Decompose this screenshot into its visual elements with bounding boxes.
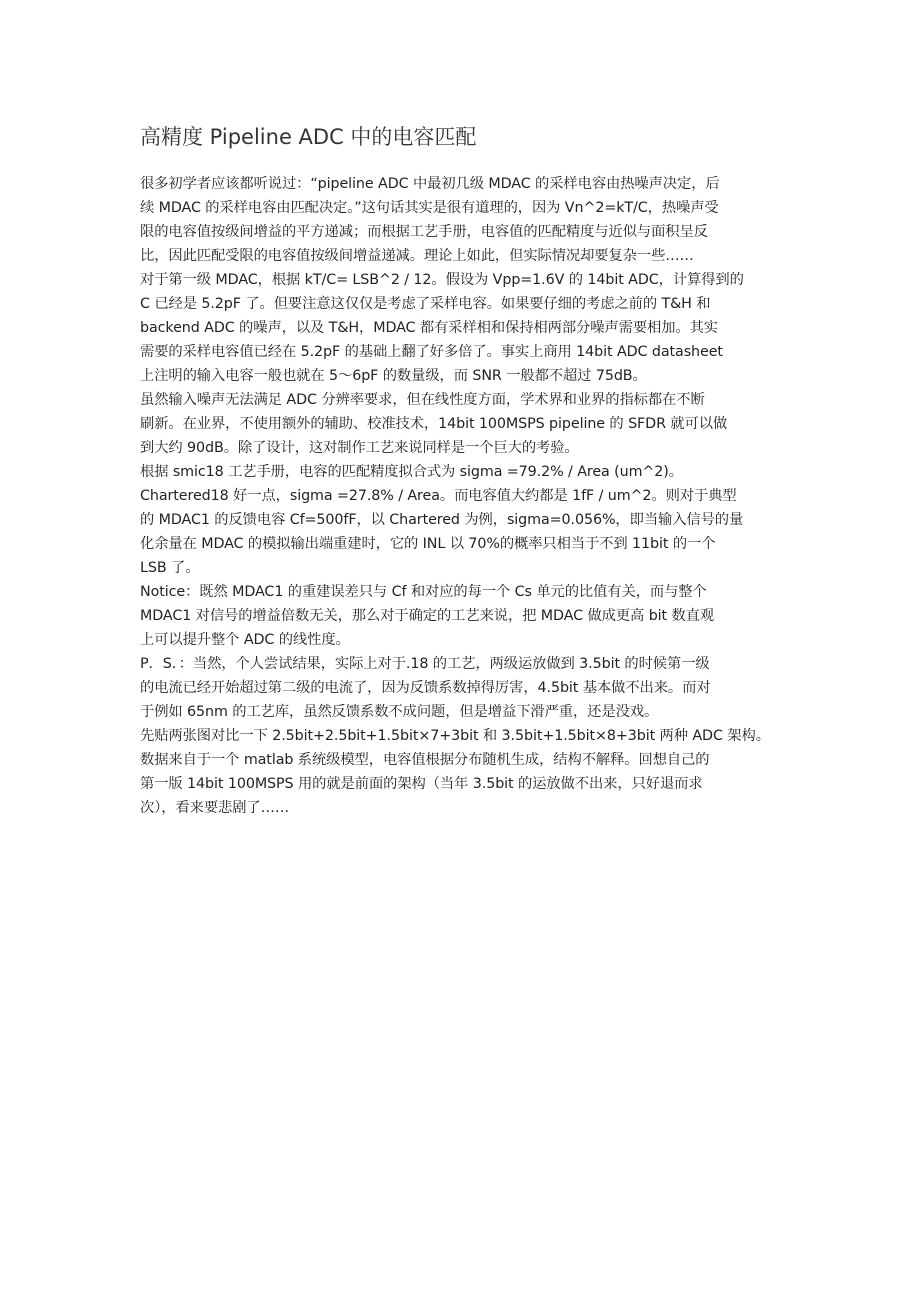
text-line: 到大约 90dB。除了设计，这对制作工艺来说同样是一个巨大的考验。 — [140, 440, 579, 456]
text-line: 的 MDAC1 的反馈电容 Cf=500fF，以 Chartered 为例，sigma=0.056%，即当输入信号的量 — [140, 512, 744, 528]
text-line: 限的电容值按级间增益的平方递减；而根据工艺手册，电容值的匹配精度与近似与面积呈反 — [140, 224, 708, 240]
text-line: 上可以提升整个 ADC 的线性度。 — [140, 632, 350, 648]
text-line: 续 MDAC 的采样电容由匹配决定。”这句话其实是很有道理的，因为 Vn^2=kT/C，热噪声受 — [140, 200, 719, 216]
article-body — [140, 172, 820, 820]
text-line: 虽然输入噪声无法满足 ADC 分辨率要求，但在线性度方面，学术界和业界的指标都在不断 — [140, 392, 705, 408]
text-line: LSB 了。 — [140, 560, 200, 576]
text-line: 需要的采样电容值已经在 5.2pF 的基础上翻了好多倍了。事实上商用 14bit ADC datasheet — [140, 344, 723, 360]
text-line: 对于第一级 MDAC，根据 kT/C= LSB^2 / 12。假设为 Vpp=1.6V 的 14bit ADC，计算得到的 — [140, 272, 744, 288]
text-line: MDAC1 对信号的增益倍数无关，那么对于确定的工艺来说，把 MDAC 做成更高 bit 数直观 — [140, 608, 715, 624]
text-line: 于例如 65nm 的工艺库，虽然反馈系数不成问题，但是增益下滑严重，还是没戏。 — [140, 704, 659, 720]
text-line: 很多初学者应该都听说过：“pipeline ADC 中最初几级 MDAC 的采样电容由热噪声决定，后 — [140, 176, 720, 192]
text-line: 第一版 14bit 100MSPS 用的就是前面的架构（当年 3.5bit 的运放做不出来，只好退而求 — [140, 776, 703, 792]
text-line: C 已经是 5.2pF 了。但要注意这仅仅是考虑了采样电容。如果要仔细的考虑之前的 T&H 和 — [140, 296, 711, 312]
page-title: 高精度 Pipeline ADC 中的电容匹配 — [140, 125, 477, 149]
text-line: 化余量在 MDAC 的模拟输出端重建时，它的 INL 以 70%的概率只相当于不到 11bit 的一个 — [140, 536, 716, 552]
text-line: 刷新。在业界，不使用额外的辅助、校准技术，14bit 100MSPS pipeline 的 SFDR 就可以做 — [140, 416, 728, 432]
text-line: 次），看来要悲剧了…… — [140, 800, 290, 816]
text-line: 根据 smic18 工艺手册，电容的匹配精度拟合式为 sigma =79.2% / Area (um^2)。 — [140, 464, 683, 480]
text-line: 数据来自于一个 matlab 系统级模型，电容值根据分布随机生成，结构不解释。回想自己的 — [140, 752, 710, 768]
text-line: 的电流已经开始超过第二级的电流了，因为反馈系数掉得厉害，4.5bit 基本做不出来。而对 — [140, 680, 711, 696]
text-line: Chartered18 好一点，sigma =27.8% / Area。而电容值大约都是 1fF / um^2。则对于典型 — [140, 488, 737, 504]
text-line: backend ADC 的噪声，以及 T&H，MDAC 都有采样相和保持相两部分噪声需要相加。其实 — [140, 320, 718, 336]
text-line: Notice：既然 MDAC1 的重建误差只与 Cf 和对应的每一个 Cs 单元的比值有关，而与整个 — [140, 584, 707, 600]
text-line: 上注明的输入电容一般也就在 5～6pF 的数量级，而 SNR 一般都不超过 75dB。 — [140, 368, 647, 384]
text-line: 比，因此匹配受限的电容值按级间增益递减。理论上如此，但实际情况却要复杂一些…… — [140, 248, 694, 264]
text-line: 先贴两张图对比一下 2.5bit+2.5bit+1.5bit×7+3bit 和 3.5bit+1.5bit×8+3bit 两种 ADC 架构。 — [140, 728, 770, 744]
text-line: P．S．：当然，个人尝试结果，实际上对于.18 的工艺，两级运放做到 3.5bit 的时候第一级 — [140, 656, 710, 672]
